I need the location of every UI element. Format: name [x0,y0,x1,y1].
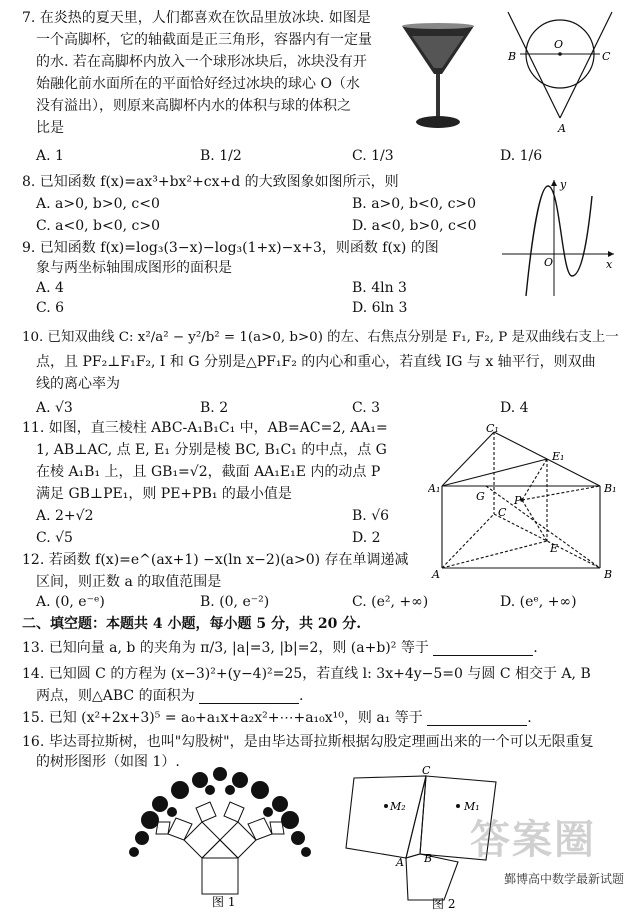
q11-line-4: 满足 GB⊥PE₁，则 PE+PB₁ 的最小值是 [36,486,292,502]
q7-line-5: 没有溢出），则原来高脚杯内水的体积与球的体积之 [36,98,351,114]
label-g: G [476,490,485,503]
q8-option-c: C. a<0, b<0, c>0 [36,218,160,234]
q10-line-2: 点，且 PF₂⊥F₁F₂, I 和 G 分别是△PF₁F₂ 的内心和重心，若直线 IG 与 x 轴平行，则双曲 [36,354,596,370]
cone-sphere-diagram [500,8,630,136]
label-a: A [396,856,404,869]
q7-option-d: D. 1/6 [500,148,543,164]
q12-option-b: B. (0, e⁻²) [200,594,270,610]
q14-answer-blank[interactable] [199,703,299,704]
label-c1: C₁ [486,422,499,435]
label-c: C [498,506,507,519]
q11-line-1: 11. 如图，直三棱柱 ABC-A₁B₁C₁ 中，AB=AC=2, AA₁= [22,420,388,436]
q11-option-d: D. 2 [352,530,381,546]
label-e: E [550,542,559,555]
q10-line-3: 线的离心率为 [36,376,120,392]
q11-line-3: 在棱 A₁B₁ 上，且 GB₁=√2，截面 AA₁E₁E 内的动点 P [36,464,381,480]
q12-option-d: D. (eᵉ, +∞) [500,594,577,610]
q8-option-a: A. a>0, b>0, c<0 [36,196,160,212]
label-m1: M₁ [464,800,480,813]
cubic-graph [496,176,622,300]
q8-option-d: D. a<0, b>0, c<0 [352,218,477,234]
q12-option-a: A. (0, e⁻ᵉ) [36,594,105,610]
q7-line-2: 一个高脚杯，它的轴截面是正三角形，容器内有一定量 [36,32,372,48]
label-a1: A₁ [428,482,441,495]
q10-option-a: A. √3 [36,400,73,416]
label-c: C [602,50,611,63]
q12-line-2: 区间，则正数 a 的取值范围是 [36,574,222,590]
q9-option-b: B. 4ln 3 [352,280,407,296]
label-b: B [508,50,517,63]
label-c: C [422,764,431,777]
q7-line-6: 比是 [36,120,64,136]
q11-line-2: 1, AB⊥AC, 点 E, E₁ 分别是棱 BC, B₁C₁ 的中点，点 G [36,442,387,458]
q7-line-1: 7. 在炎热的夏天里，人们都喜欢在饮品里放冰块. 如图是 [22,10,371,26]
q12-line-1: 12. 若函数 f(x)=e^(ax+1) −x(ln x−2)(a>0) 存在单调递减 [22,552,409,568]
q8-option-b: B. a>0, b<0, c>0 [352,196,477,212]
label-b: B [424,852,433,865]
label-p: P [514,494,522,507]
label-origin: O [544,256,554,269]
q9-option-c: C. 6 [36,300,65,316]
label-e1: E₁ [552,450,565,463]
q10-option-d: D. 4 [500,400,529,416]
q13-answer-blank[interactable] [433,655,533,656]
q7-option-b: B. 1/2 [200,148,242,164]
q11-option-c: C. √5 [36,530,73,546]
q15-answer-blank[interactable] [427,725,527,726]
q14-line-1: 14. 已知圆 C 的方程为 (x−3)²+(y−4)²=25，若直线 l: 3x+4y−5=0 与圆 C 相交于 A, B [22,666,591,682]
q7-line-4: 始融化前水面所在的平面恰好经过冰块的球心 O（水 [36,76,360,92]
pythagoras-tree-figure [120,760,320,908]
q12-option-c: C. (e², +∞) [352,594,429,610]
label-a: A [558,122,566,135]
wechat-source: 鄞博高中数学最新试题 [504,872,625,886]
q7-option-c: C. 1/3 [352,148,394,164]
watermark: 答案圈 [470,817,596,863]
q9-line-2: 象与两坐标轴围成图形的面积是 [36,260,232,276]
q10-option-c: C. 3 [352,400,381,416]
q16-line-2: 的树形图形（如图 1）. [36,754,180,770]
q11-option-a: A. 2+√2 [36,508,94,524]
question-15: 15. 已知 (x²+2x+3)⁵ = a₀+a₁x+a₂x²+⋯+a₁₀x¹⁰，则 a₁ 等于 . [22,710,532,726]
label-b1: B₁ [604,482,617,495]
q16-line-1: 16. 毕达哥拉斯树，也叫"勾股树"，是由毕达哥拉斯根据勾股定理画出来的一个可以无限重复 [22,734,594,750]
q9-option-a: A. 4 [36,280,64,296]
q9-line-1: 9. 已知函数 f(x)=log₃(3−x)−log₃(1+x)−x+3，则函数 f(x) 的图 [22,240,439,256]
label-a: A [432,568,440,580]
q10-line-1: 10. 已知双曲线 C: x²/a² − y²/b² = 1(a>0, b>0) 的左、右焦点分别是 F₁, F₂, P 是双曲线右支上一 [22,330,619,345]
label-b: B [604,568,613,580]
label-x: x [606,258,613,271]
q13-text: 13. 已知向量 a, b 的夹角为 π/3, |a|=3, |b|=2，则 (a+b)² 等于 [22,640,429,656]
q15-text: 15. 已知 (x²+2x+3)⁵ = a₀+a₁x+a₂x²+⋯+a₁₀x¹⁰，则 a₁ 等于 [22,710,423,726]
q10-option-b: B. 2 [200,400,229,416]
fig2-caption: 图 2 [432,897,456,910]
label-y: y [560,178,567,191]
q14-line-2: 两点，则△ABC 的面积为 [36,688,195,704]
label-o: O [554,38,564,51]
prism-diagram [428,420,628,580]
question-13: 13. 已知向量 a, b 的夹角为 π/3, |a|=3, |b|=2，则 (a+b)² 等于 . [22,640,538,656]
q9-option-d: D. 6ln 3 [352,300,408,316]
goblet-photo [398,20,478,132]
q11-option-b: B. √6 [352,508,390,524]
q8-line: 8. 已知函数 f(x)=ax³+bx²+cx+d 的大致图象如图所示，则 [22,174,399,190]
section-2-heading: 二、填空题：本题共 4 小题，每小题 5 分，共 20 分. [22,616,362,632]
label-m2: M₂ [390,800,406,813]
fig1-caption: 图 1 [212,895,236,908]
q7-line-3: 的水. 若在高脚杯内放入一个球形冰块后，冰块没有开 [36,54,367,70]
q7-option-a: A. 1 [36,148,64,164]
